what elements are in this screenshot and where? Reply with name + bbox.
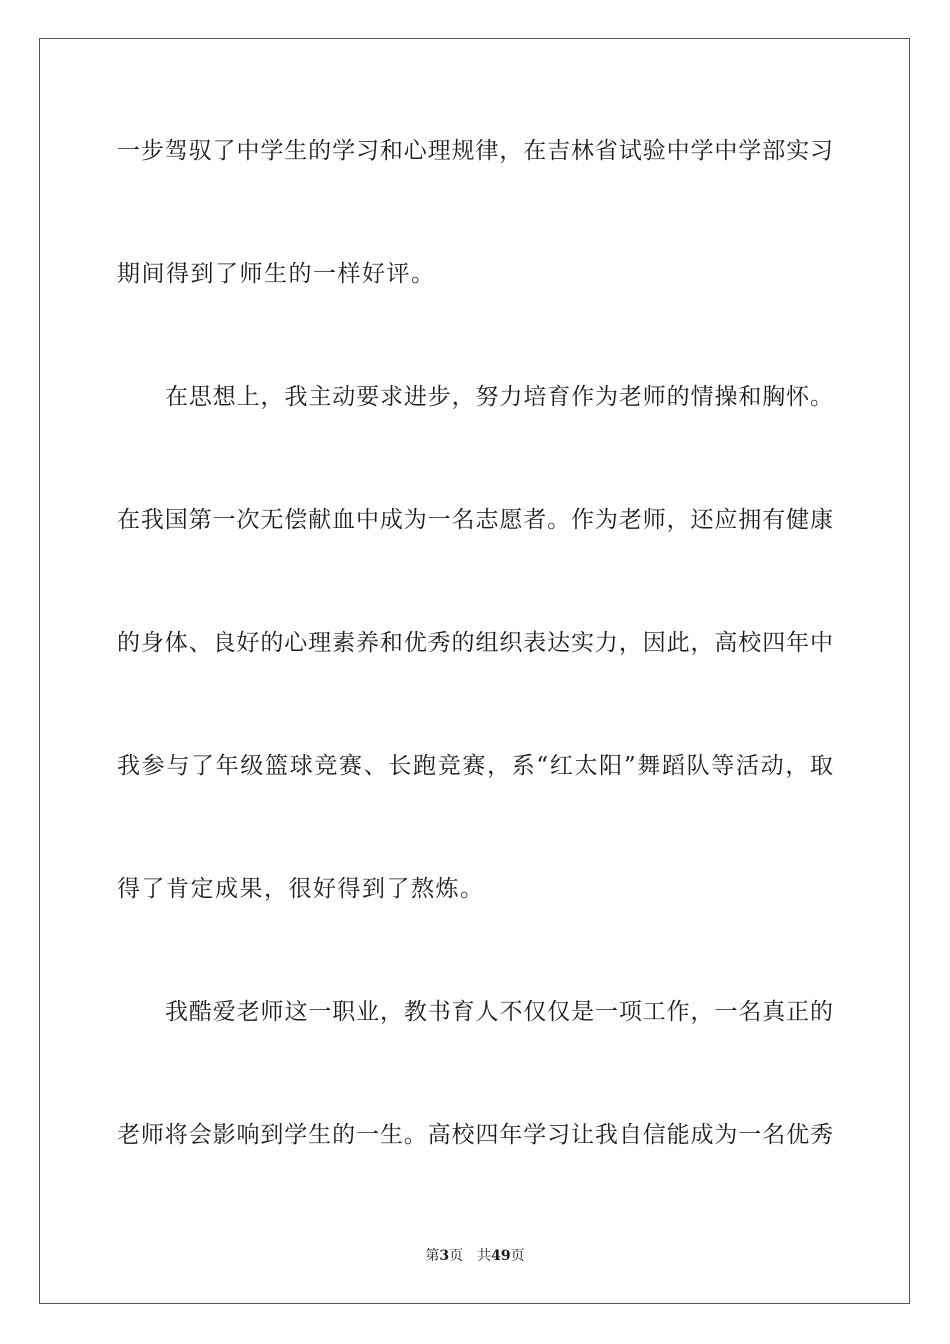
body-line-9: 老师将会影响到学生的一生。高校四年学习让我自信能成为一名优秀 [117,1122,833,1148]
body-line-8: 我酷爱老师这一职业，教书育人不仅仅是一项工作，一名真正的 [165,999,833,1025]
page-prefix: 第 [425,1248,440,1264]
body-line-3: 在思想上，我主动要求进步，努力培育作为老师的情操和胸怀。 [165,384,833,410]
total-pages: 49 [491,1248,511,1264]
total-suffix: 页 [510,1248,525,1264]
page-suffix: 页 [449,1248,464,1264]
body-line-6: 我参与了年级篮球竞赛、长跑竞赛，系“红太阳”舞蹈队等活动，取 [117,753,833,779]
page-footer [0,1247,950,1265]
body-line-1: 一步驾驭了中学生的学习和心理规律，在吉林省试验中学中学部实习 [117,138,833,164]
body-line-4: 在我国第一次无偿献血中成为一名志愿者。作为老师，还应拥有健康 [117,507,833,533]
body-line-5: 的身体、良好的心理素养和优秀的组织表达实力，因此，高校四年中 [117,630,833,656]
page-border [39,38,910,1304]
body-line-2: 期间得到了师生的一样好评。 [117,261,436,287]
total-prefix: 共 [477,1248,492,1264]
body-line-7: 得了肯定成果，很好得到了熬炼。 [117,876,485,902]
page-number: 3 [439,1248,450,1264]
